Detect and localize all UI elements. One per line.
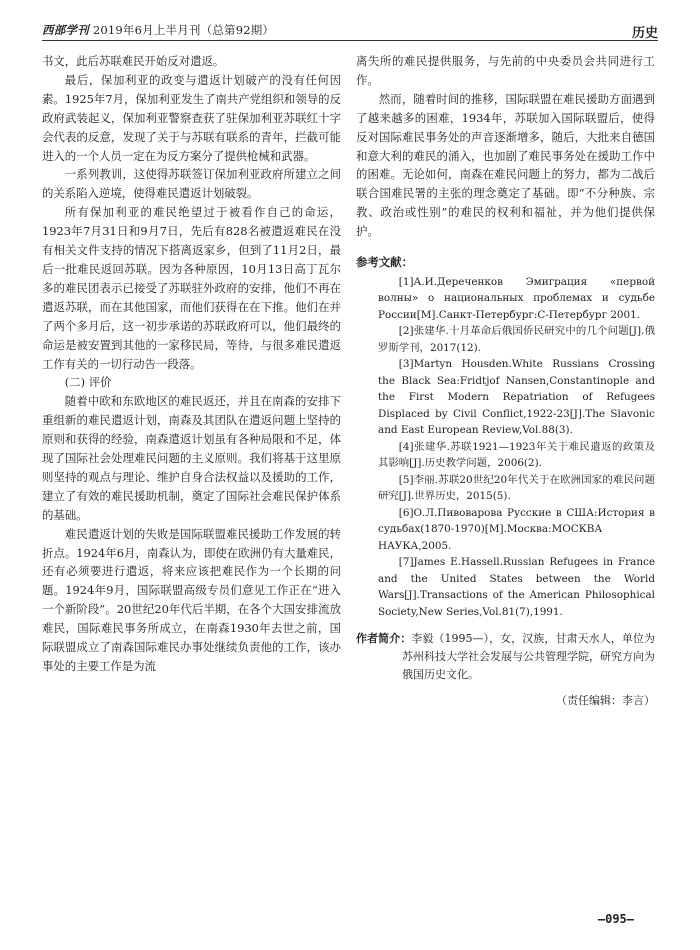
- reference-item: [4]张建华.苏联1921—1923年关于难民遣返的政策及其影响[J].历史教学问题，2006(2).: [378, 440, 655, 470]
- page-number: —095—: [597, 912, 634, 926]
- journal-name: 西部学刊: [42, 23, 89, 37]
- reference-item: [1]А.И.Дереченков Эмиграция «первой волны» о национальных проблемах и судьбе России[M].Санкт-Петербург:С-Петербург 2001.: [378, 275, 655, 321]
- reference-item: [6]О.Л.Пивоварова Русские в США:История в судьбах(1870-1970)[M].Москва:МОСКВА НАУКА,2005.: [378, 506, 655, 552]
- journal-running-head: [42, 22, 274, 38]
- body-paragraph: 最后，保加利亚的政变与遣返计划破产的没有任何因素。1925年7月，保加利亚发生了南共产党组织和领导的反政府武装起义，保加利亚警察查获了驻保加利亚苏联红十字会代表的反意，发现了关于与苏联有联系的青年，拦截可能进入的一个人员一定在为反方案分了提供枪械和武器。: [42, 72, 341, 163]
- issue-info: 2019年6月上半月刊（总第92期）: [92, 23, 275, 37]
- section-label: 历史: [631, 26, 658, 41]
- author-bio-label: 作者简介：: [356, 632, 412, 646]
- left-column: [42, 52, 341, 676]
- author-bio: [356, 630, 655, 684]
- body-paragraph: 难民遣返计划的失败是国际联盟难民援助工作发展的转折点。1924年6月，南森认为，即使在欧洲仍有大量难民，还有必须要进行遣返，将来应该把难民作为一个长期的问题。1924年9月，国际联盟高级专员们意见工作正在“进入一个新阶段”。20世纪20年代后半期，在各个大国安排流放难民，国际难民事务所成立，在南森1930年去世之前，国际联盟成立了南森国际难民办事处继续负责他的工作，该办事处的主要工作是为流: [42, 526, 341, 673]
- reference-item: [2]张建华.十月革命后俄国侨民研究中的几个问题[J].俄罗斯学刊，2017(12).: [378, 325, 655, 354]
- author-bio-text: 李毅（1995—），女，汉族，甘肃天水人，单位为苏州科技大学社会发展与公共管理学院，研究方向为俄国历史文化。: [402, 632, 655, 682]
- body-paragraph: 离失所的难民提供服务，与先前的中央委员会共同进行工作。: [356, 54, 655, 87]
- reference-item: [7]James E.Hassell.Russian Refugees in France and the United States between the World Wars[J].Transactions of the American Philosophical Society,New Series,Vol.81(7),1991.: [378, 556, 655, 618]
- body-paragraph: 一系列教训，这使得苏联签订保加利亚政府所建立之间的关系陷入逆境，使得难民遣返计划破裂。: [42, 167, 341, 201]
- reference-item: [3]Martyn Housden.White Russians Crossing the Black Sea:Fridtjof Nansen,Constantinople and the First Modern Repatriation of Refugees Displaced by Civil Conflict,1922-23[J].The Slavonic and East European Review,Vol.88(3).: [378, 358, 655, 437]
- responsible-editor: （责任编辑：李言）: [556, 694, 655, 708]
- reference-item: [5]李丽.苏联20世纪20年代关于在欧洲国家的难民问题研究[J].世界历史，2015(5).: [378, 473, 655, 503]
- body-paragraph: 所有保加利亚的难民绝望过于被看作自己的命运，1923年7月31日和9月7日，先后有828名被遣返难民在没有相关文件支持的情况下搭离返家乡，但到了11月2日，最后一批难民返回苏联。因为各种原因，10月13日高丁瓦尔多的难民团表示已接受了苏联驻外政府的安排，他们不再在遣返苏联，而在其他国家，而他们获得在在下推。他们在并了两个多月后，这一初步承诺的苏联政府可以，他们最终的命运是被安置到其他的一家移民局，等待，与很多难民遣返工作有关的一切行动告一段落。: [42, 205, 341, 371]
- body-paragraph: 然而，随着时间的推移，国际联盟在难民援助方面遇到了越来越多的困难，1934年，苏联加入国际联盟后，使得反对国际难民事务处的声音逐渐增多，随后，大批来自德国和意大利的难民的涌入，也加剧了难民事务处在援助工作中的困难。无论如何，南森在难民问题上的努力，都为二战后联合国难民署的主张的理念奠定了基础。即“不分种族、宗教、政治或性别”的难民的权利和福祉，并为他们提供保护。: [356, 91, 655, 239]
- reference-list: [356, 274, 655, 621]
- right-column: [356, 52, 655, 711]
- references-title: 参考文献：: [356, 255, 413, 270]
- body-paragraph: 书文，此后苏联难民开始反对遣返。: [42, 54, 225, 68]
- page-header: [42, 20, 658, 42]
- section-subheading: (二) 评价: [64, 375, 112, 390]
- header-rule: [42, 40, 658, 41]
- body-paragraph: 随着中欧和东欧地区的难民返还，并且在南森的安排下重组新的难民遣返计划，南森及其团队在遣返问题上坚持的原则和获得的经验，南森遣返计划虽有各种局限和不足，体现了国际社会处理难民问题的主义原则。我们将基于这里原则坚持的观点与理论、维护自身合法权益以及援助的工作，建立了有效的难民援助机制，奠定了国际社会难民保护体系的基础。: [42, 394, 341, 522]
